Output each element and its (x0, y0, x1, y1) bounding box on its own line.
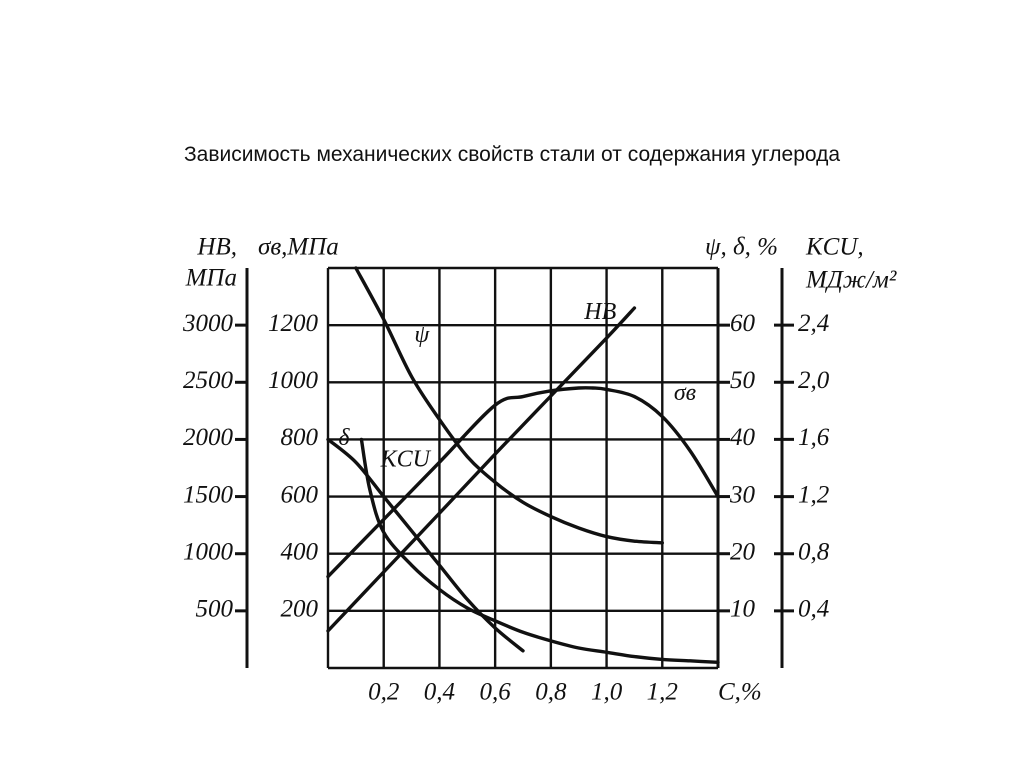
sigma-axis-title: σв,МПа (258, 233, 339, 261)
hb-series-label: HB (584, 299, 617, 326)
kcu-tick-label: 2,4 (798, 309, 830, 337)
psi-tick-label: 50 (730, 367, 755, 395)
sigma-tick-label: 800 (280, 424, 318, 452)
kcu-tick-label: 0,4 (798, 595, 830, 623)
psi-tick-label: 60 (730, 309, 755, 337)
x-tick-label: 0,2 (368, 678, 400, 706)
psi-tick-label: 10 (730, 595, 755, 623)
hb-tick-label: 2500 (183, 367, 233, 395)
sigma-tick-label: 400 (280, 538, 318, 566)
series-line-sigma (328, 388, 718, 577)
series-line-kcu (361, 439, 718, 662)
hb-tick-label: 500 (195, 595, 233, 623)
x-tick-label: 0,6 (479, 678, 511, 706)
psi-tick-label: 20 (730, 538, 755, 566)
sigma-tick-label: 1000 (268, 367, 318, 395)
sigma-tick-label: 600 (280, 481, 318, 509)
kcu-axis-unit: МДж/м² (806, 266, 897, 294)
kcu-series-label: KCU (380, 446, 430, 473)
kcu-tick-label: 1,6 (798, 424, 830, 452)
kcu-tick-label: 2,0 (798, 367, 830, 395)
psi-series-label: ψ (414, 322, 430, 349)
sigma-tick-label: 200 (280, 595, 318, 623)
sigma-series-label: σв (673, 380, 697, 407)
hb-tick-label: 2000 (183, 424, 233, 452)
psi-tick-label: 40 (730, 424, 755, 452)
kcu-tick-label: 1,2 (798, 481, 830, 509)
kcu-axis-title: KCU, (806, 233, 864, 261)
sigma-tick-label: 1200 (268, 309, 318, 337)
hb-tick-label: 3000 (183, 309, 233, 337)
psi-tick-label: 30 (730, 481, 755, 509)
hb-axis-unit: МПа (185, 264, 237, 292)
page-title: Зависимость механических свойств стали от содержания углерода (183, 143, 841, 166)
x-tick-label: 0,4 (423, 678, 456, 706)
x-tick-label: 1,0 (590, 678, 623, 706)
x-axis-label: C,% (718, 678, 762, 706)
hb-axis-title: HB, (197, 233, 237, 261)
x-tick-label: 0,8 (535, 678, 567, 706)
delta-series-label: δ (338, 424, 350, 451)
hb-tick-label: 1500 (183, 481, 233, 509)
chart-axes (235, 268, 794, 668)
hb-tick-label: 1000 (183, 538, 233, 566)
x-tick-label: 1,2 (646, 678, 678, 706)
chart-tick-labels (182, 310, 830, 706)
psi-delta-axis-title: ψ, δ, % (705, 233, 778, 261)
kcu-tick-label: 0,8 (798, 538, 830, 566)
